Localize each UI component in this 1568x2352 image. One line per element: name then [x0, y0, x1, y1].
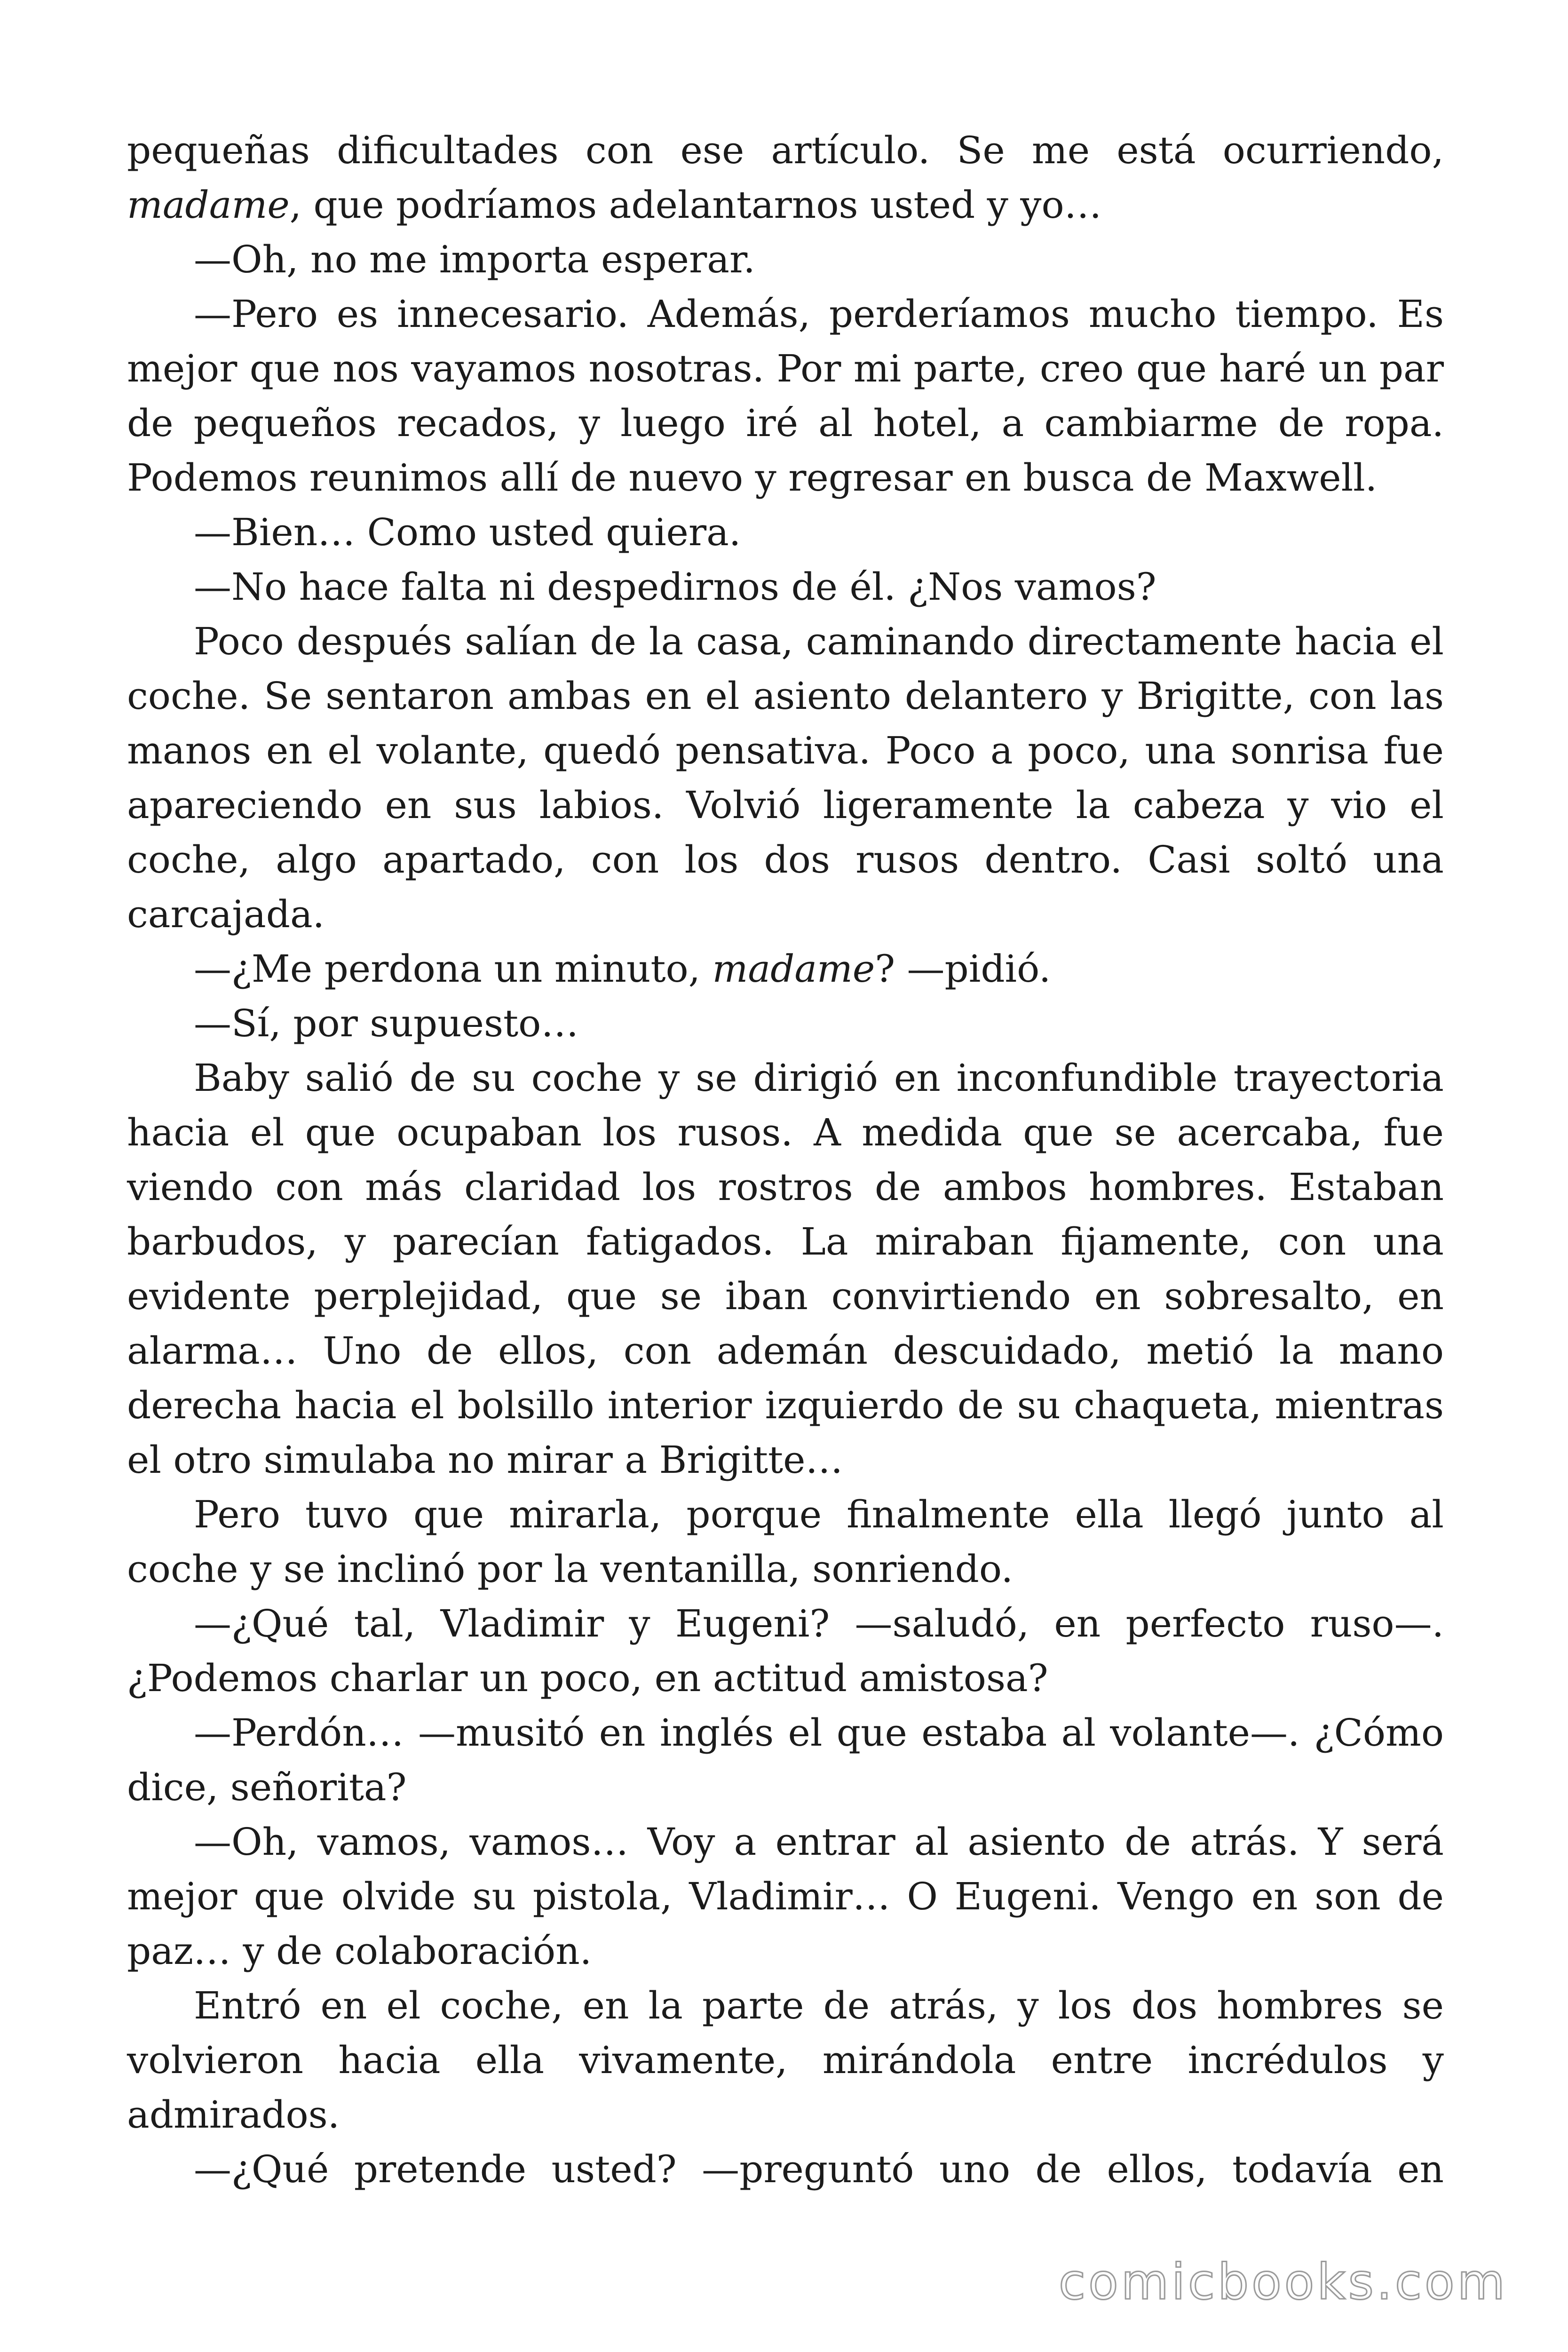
- paragraph: —¿Me perdona un minuto, madame? —pidió.: [194, 947, 1051, 991]
- paragraph: —Oh, no me importa esperar.: [194, 238, 755, 281]
- paragraph: Entró en el coche, en la parte de atrás, y los dos hombres se volvieron hacia ella vivamente, mirándola entre incrédulos y admirados.: [127, 1984, 1444, 2137]
- paragraph: —¿Qué pretende usted? —preguntó uno de ellos, todavía en: [194, 2147, 1444, 2191]
- paragraph: —Oh, vamos, vamos… Voy a entrar al asiento de atrás. Y será mejor que olvide su pistola, Vladimir… O Eugeni. Vengo en son de paz… y de colaboración.: [127, 1820, 1444, 1973]
- paragraph: Poco después salían de la casa, caminando directamente hacia el coche. Se sentaron ambas en el asiento delantero y Brigitte, con las manos en el volante, quedó pensativa. Poco a poco, una sonrisa fue apareciendo en sus labios. Volvió ligeramente la cabeza y vio el coche, algo apartado, con los dos rusos dentro. Casi soltó una carcajada.: [127, 620, 1444, 936]
- paragraph: —Perdón… —musitó en inglés el que estaba al volante—. ¿Cómo dice, señorita?: [127, 1711, 1444, 1809]
- paragraph: —Pero es innecesario. Además, perderíamos mucho tiempo. Es mejor que nos vayamos nosotras. Por mi parte, creo que haré un par de pequeños recados, y luego iré al hotel, a cambiarme de ropa. Podemos reunimos allí de nuevo y regresar en busca de Maxwell.: [127, 292, 1444, 500]
- paragraph: —¿Qué tal, Vladimir y Eugeni? —saludó, en perfecto ruso—. ¿Podemos charlar un poco, en actitud amistosa?: [127, 1602, 1444, 1700]
- paragraph: —Bien… Como usted quiera.: [194, 510, 741, 554]
- watermark: comicbooks.com: [1058, 2253, 1508, 2311]
- paragraph: —Sí, por supuesto…: [194, 1001, 579, 1045]
- paragraph: pequeñas dificultades con ese artículo. Se me está ocurriendo, madame, que podríamos adelantarnos usted y yo…: [127, 128, 1444, 227]
- paragraph: —No hace falta ni despedirnos de él. ¿Nos vamos?: [194, 565, 1156, 609]
- paragraph: Pero tuvo que mirarla, porque finalmente ella llegó junto al coche y se inclinó por la ventanilla, sonriendo.: [127, 1493, 1444, 1591]
- page-text: [127, 123, 1444, 2197]
- paragraph: Baby salió de su coche y se dirigió en inconfundible trayectoria hacia el que ocupaban los rusos. A medida que se acercaba, fue viendo con más claridad los rostros de ambos hombres. Estaban barbudos, y parecían fatigados. La miraban fijamente, con una evidente perplejidad, que se iban convirtiendo en sobresalto, en alarma… Uno de ellos, con ademán descuidado, metió la mano derecha hacia el bolsillo interior izquierdo de su chaqueta, mientras el otro simulaba no mirar a Brigitte…: [127, 1056, 1444, 1482]
